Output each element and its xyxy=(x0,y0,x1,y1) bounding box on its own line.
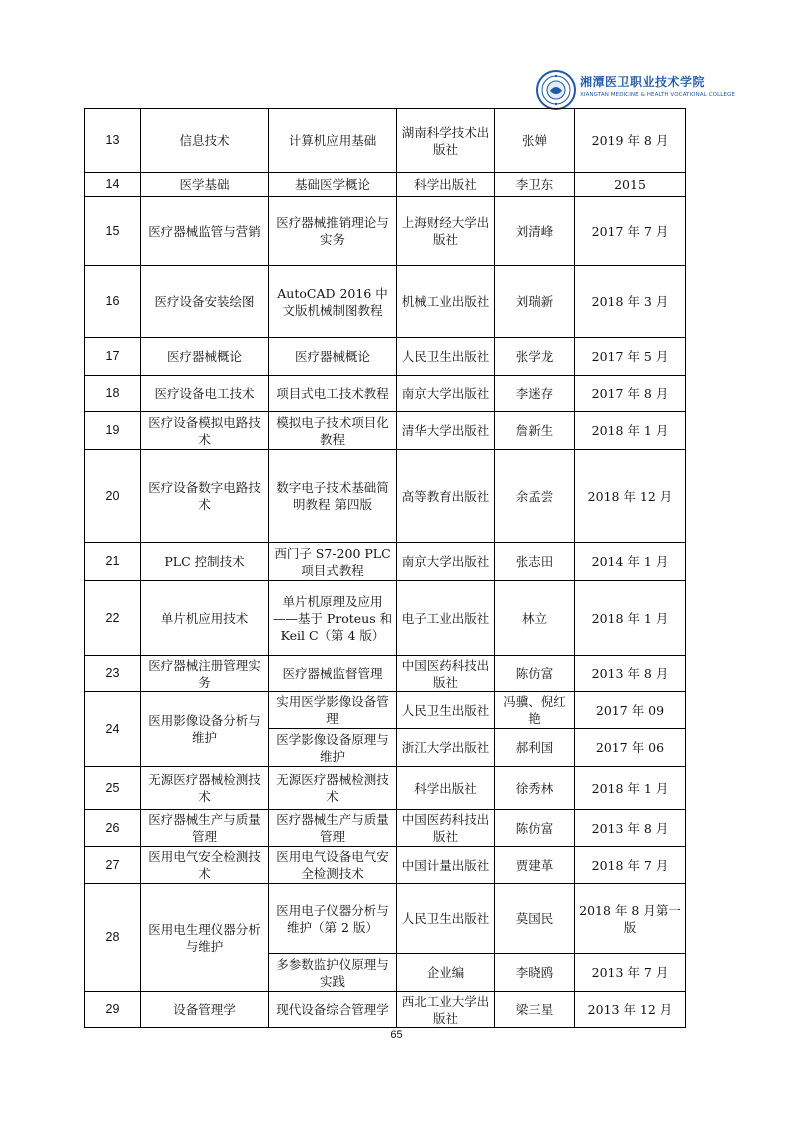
row-number: 26 xyxy=(85,810,141,847)
textbook-title: 医疗器械概论 xyxy=(269,338,397,376)
author: 李晓鸥 xyxy=(495,954,575,992)
course-name: 医疗设备模拟电路技术 xyxy=(141,412,269,450)
author: 莫国民 xyxy=(495,884,575,954)
publish-date: 2013 年 8 月 xyxy=(575,656,686,692)
row-number: 16 xyxy=(85,266,141,338)
table-row xyxy=(85,450,686,543)
publish-date: 2017 年 09 xyxy=(575,692,686,729)
textbook-table xyxy=(84,108,686,1028)
publisher: 高等教育出版社 xyxy=(397,450,495,543)
publisher: 人民卫生出版社 xyxy=(397,692,495,729)
textbook-title: 医用电子仪器分析与维护（第 2 版） xyxy=(269,884,397,954)
row-number: 17 xyxy=(85,338,141,376)
textbook-title: 计算机应用基础 xyxy=(269,109,397,173)
table-row xyxy=(85,992,686,1028)
row-number: 22 xyxy=(85,581,141,656)
table-row xyxy=(85,847,686,884)
publisher: 企业编 xyxy=(397,954,495,992)
publisher: 西北工业大学出版社 xyxy=(397,992,495,1028)
publisher: 科学出版社 xyxy=(397,767,495,810)
row-number: 15 xyxy=(85,197,141,266)
course-name: 医用电生理仪器分析与维护 xyxy=(141,884,269,992)
publish-date: 2018 年 12 月 xyxy=(575,450,686,543)
publisher: 人民卫生出版社 xyxy=(397,884,495,954)
publish-date: 2013 年 7 月 xyxy=(575,954,686,992)
publish-date: 2017 年 06 xyxy=(575,729,686,767)
author: 陈仿富 xyxy=(495,656,575,692)
table-row xyxy=(85,810,686,847)
table-row xyxy=(85,173,686,197)
author: 李卫东 xyxy=(495,173,575,197)
college-name-en: XIANGTAN MEDICINE & HEALTH VOCATIONAL COLLEGE xyxy=(580,92,735,98)
course-name: 医疗器械概论 xyxy=(141,338,269,376)
course-name: 医疗设备电工技术 xyxy=(141,376,269,412)
textbook-title: 无源医疗器械检测技术 xyxy=(269,767,397,810)
publish-date: 2015 xyxy=(575,173,686,197)
publisher: 南京大学出版社 xyxy=(397,376,495,412)
publisher: 中国医药科技出版社 xyxy=(397,656,495,692)
table-row xyxy=(85,656,686,692)
textbook-title: 数字电子技术基础简明教程 第四版 xyxy=(269,450,397,543)
college-name-cn: 湘潭医卫职业技术学院 xyxy=(580,75,706,89)
publisher: 湖南科学技术出版社 xyxy=(397,109,495,173)
publish-date: 2018 年 1 月 xyxy=(575,767,686,810)
textbook-title: 现代设备综合管理学 xyxy=(269,992,397,1028)
author: 詹新生 xyxy=(495,412,575,450)
author: 陈仿富 xyxy=(495,810,575,847)
table-row xyxy=(85,197,686,266)
table-row xyxy=(85,338,686,376)
course-name: 医用电气安全检测技术 xyxy=(141,847,269,884)
row-number: 20 xyxy=(85,450,141,543)
course-name: 医疗设备安装绘图 xyxy=(141,266,269,338)
page-number: 65 xyxy=(390,1029,403,1041)
publish-date: 2017 年 5 月 xyxy=(575,338,686,376)
publish-date: 2018 年 8 月第一版 xyxy=(575,884,686,954)
row-number: 14 xyxy=(85,173,141,197)
table-row xyxy=(85,543,686,581)
publish-date: 2017 年 8 月 xyxy=(575,376,686,412)
publish-date: 2018 年 7 月 xyxy=(575,847,686,884)
author: 贾建革 xyxy=(495,847,575,884)
author: 刘瑞新 xyxy=(495,266,575,338)
row-number: 28 xyxy=(85,884,141,992)
course-name: 医用影像设备分析与维护 xyxy=(141,692,269,767)
publisher: 浙江大学出版社 xyxy=(397,729,495,767)
course-name: 医疗器械生产与质量管理 xyxy=(141,810,269,847)
textbook-title: 实用医学影像设备管理 xyxy=(269,692,397,729)
publisher: 上海财经大学出版社 xyxy=(397,197,495,266)
table-row xyxy=(85,109,686,173)
publisher: 人民卫生出版社 xyxy=(397,338,495,376)
course-name: 医疗设备数字电路技术 xyxy=(141,450,269,543)
publish-date: 2013 年 12 月 xyxy=(575,992,686,1028)
publish-date: 2018 年 1 月 xyxy=(575,412,686,450)
table-row xyxy=(85,884,686,954)
author: 郝利国 xyxy=(495,729,575,767)
table-row xyxy=(85,376,686,412)
table-row xyxy=(85,266,686,338)
college-seal-icon xyxy=(536,70,576,110)
row-number: 13 xyxy=(85,109,141,173)
row-number: 24 xyxy=(85,692,141,767)
author: 张婵 xyxy=(495,109,575,173)
table-row xyxy=(85,581,686,656)
author: 刘清峰 xyxy=(495,197,575,266)
textbook-title: 基础医学概论 xyxy=(269,173,397,197)
table-row xyxy=(85,692,686,729)
publish-date: 2013 年 8 月 xyxy=(575,810,686,847)
author: 冯骥、倪红艳 xyxy=(495,692,575,729)
publisher: 南京大学出版社 xyxy=(397,543,495,581)
textbook-title: AutoCAD 2016 中文版机械制图教程 xyxy=(269,266,397,338)
textbook-title: 医疗器械监督管理 xyxy=(269,656,397,692)
course-name: PLC 控制技术 xyxy=(141,543,269,581)
author: 梁三星 xyxy=(495,992,575,1028)
row-number: 27 xyxy=(85,847,141,884)
course-name: 信息技术 xyxy=(141,109,269,173)
publish-date: 2017 年 7 月 xyxy=(575,197,686,266)
course-name: 医疗器械监管与营销 xyxy=(141,197,269,266)
course-name: 医学基础 xyxy=(141,173,269,197)
publish-date: 2018 年 3 月 xyxy=(575,266,686,338)
course-name: 医疗器械注册管理实务 xyxy=(141,656,269,692)
row-number: 19 xyxy=(85,412,141,450)
course-name: 设备管理学 xyxy=(141,992,269,1028)
course-name: 单片机应用技术 xyxy=(141,581,269,656)
author: 张志田 xyxy=(495,543,575,581)
publish-date: 2018 年 1 月 xyxy=(575,581,686,656)
author: 张学龙 xyxy=(495,338,575,376)
publisher: 电子工业出版社 xyxy=(397,581,495,656)
author: 林立 xyxy=(495,581,575,656)
row-number: 21 xyxy=(85,543,141,581)
author: 余孟尝 xyxy=(495,450,575,543)
textbook-title: 西门子 S7-200 PLC 项目式教程 xyxy=(269,543,397,581)
row-number: 29 xyxy=(85,992,141,1028)
textbook-title: 单片机原理及应用——基于 Proteus 和 Keil C（第 4 版） xyxy=(269,581,397,656)
publish-date: 2014 年 1 月 xyxy=(575,543,686,581)
publisher: 清华大学出版社 xyxy=(397,412,495,450)
textbook-title: 医疗器械生产与质量管理 xyxy=(269,810,397,847)
publisher: 中国医药科技出版社 xyxy=(397,810,495,847)
publisher: 科学出版社 xyxy=(397,173,495,197)
publisher: 机械工业出版社 xyxy=(397,266,495,338)
publisher: 中国计量出版社 xyxy=(397,847,495,884)
author: 李迷存 xyxy=(495,376,575,412)
textbook-title: 多参数监护仪原理与实践 xyxy=(269,954,397,992)
textbook-title: 模拟电子技术项目化教程 xyxy=(269,412,397,450)
row-number: 23 xyxy=(85,656,141,692)
row-number: 25 xyxy=(85,767,141,810)
row-number: 18 xyxy=(85,376,141,412)
textbook-title: 医学影像设备原理与维护 xyxy=(269,729,397,767)
textbook-title: 医疗器械推销理论与实务 xyxy=(269,197,397,266)
table-row xyxy=(85,412,686,450)
table-row xyxy=(85,767,686,810)
author: 徐秀林 xyxy=(495,767,575,810)
course-name: 无源医疗器械检测技术 xyxy=(141,767,269,810)
textbook-title: 项目式电工技术教程 xyxy=(269,376,397,412)
college-logo xyxy=(536,70,735,110)
publish-date: 2019 年 8 月 xyxy=(575,109,686,173)
textbook-title: 医用电气设备电气安全检测技术 xyxy=(269,847,397,884)
